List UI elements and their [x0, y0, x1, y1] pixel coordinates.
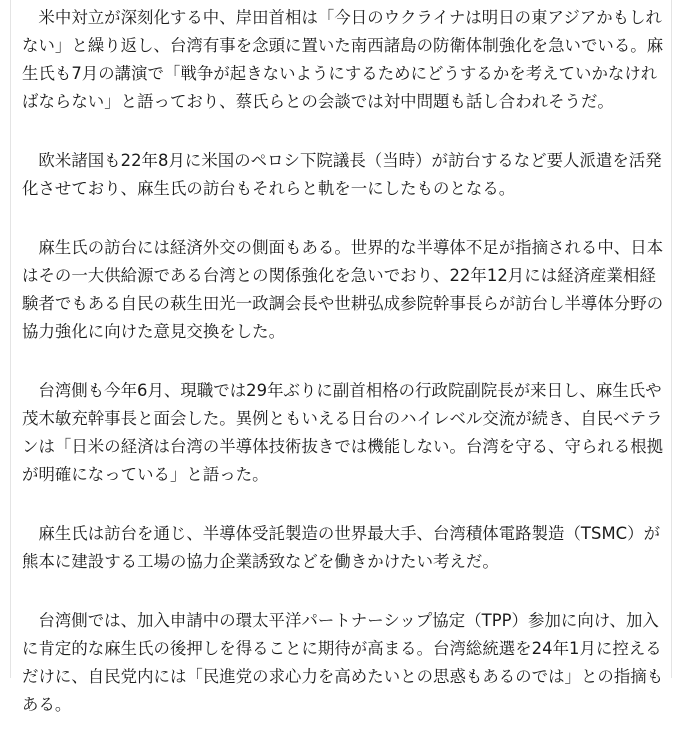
article-body [22, 4, 666, 750]
article-paragraph-5: 麻生氏は訪台を通じ、半導体受託製造の世界最大手、台湾積体電路製造（TSMC）が熊本に建設する工場の協力企業誘致などを働きかけたい考えだ。 [22, 524, 661, 571]
article-paragraph-4: 台湾側も今年6月、現職では29年ぶりに副首相格の行政院副院長が来日し、麻生氏や茂木敏充幹事長と面会した。異例ともいえる日台のハイレベル交流が続き、自民ベテランは「日米の経済は台湾の半導体技術抜きでは機能しない。台湾を守る、守られる根拠が明確になっている」と語った。 [22, 381, 664, 484]
article-paragraph-1: 米中対立が深刻化する中、岸田首相は「今日のウクライナは明日の東アジアかもしれない」と繰り返し、台湾有事を念頭に置いた南西諸島の防衛体制強化を急いでいる。麻生氏も7月の講演で「戦争が起きないようにするためにどうするかを考えていかなければならない」と語っており、蔡氏らとの会談では対中問題も話し合われそうだ。 [22, 8, 664, 111]
article-paragraph-2: 欧米諸国も22年8月に米国のペロシ下院議長（当時）が訪台するなど要人派遣を活発化させており、麻生氏の訪台もそれらと軌を一にしたものとなる。 [22, 151, 662, 198]
article-paragraph-6: 台湾側では、加入申請中の環太平洋パートナーシップ協定（TPP）参加に向け、加入に肯定的な麻生氏の後押しを得ることに期待が高まる。台湾総統選を24年1月に控えるだけに、自民党内には「民進党の求心力を高めたいとの思惑もあるのでは」との指摘もある。 [22, 611, 664, 714]
article-paragraph-3: 麻生氏の訪台には経済外交の側面もある。世界的な半導体不足が指摘される中、日本はその一大供給源である台湾との関係強化を急いでおり、22年12月には経済産業相経験者でもある自民の萩生田光一政調会長や世耕弘成参院幹事長らが訪台し半導体分野の協力強化に向けた意見交換をした。 [22, 238, 664, 341]
